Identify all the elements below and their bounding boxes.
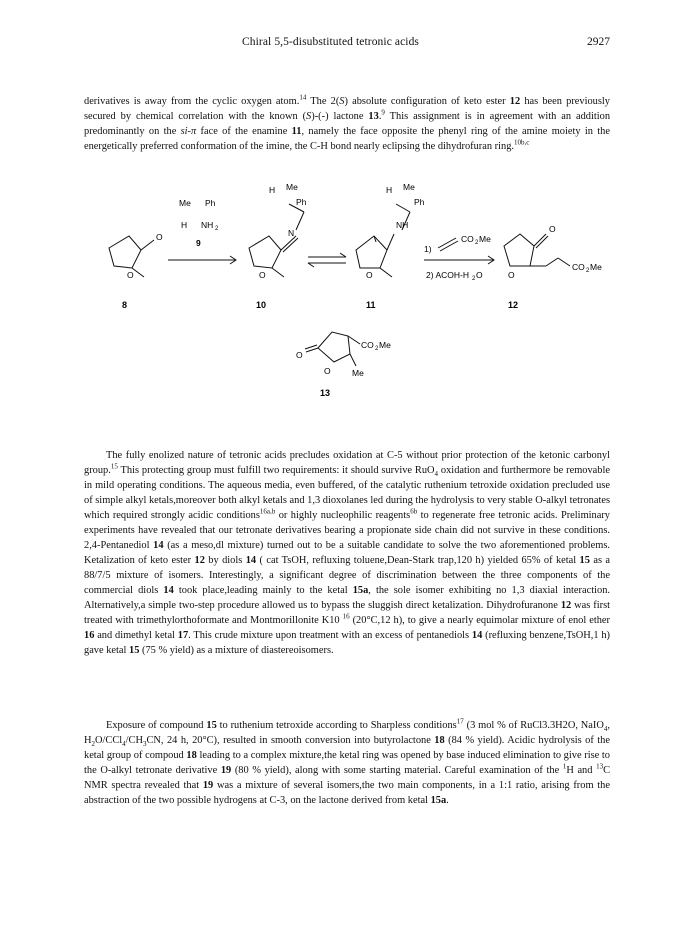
svg-text:NH: NH [396,220,409,230]
svg-text:2) ACOH-H: 2) ACOH-H [426,270,469,280]
svg-text:H: H [386,185,393,195]
svg-text:9: 9 [196,238,201,248]
page-number: 2927 [587,36,610,48]
svg-text:CO: CO [461,234,474,244]
compound-label-11: 11 [366,300,376,310]
compound-label-8: 8 [122,300,128,310]
svg-text:Me: Me [352,368,364,378]
svg-text:H: H [269,185,276,195]
compound-label-10: 10 [256,300,267,310]
svg-text:2: 2 [586,268,590,274]
svg-text:2: 2 [472,276,476,282]
svg-text:NH: NH [201,220,214,230]
compound-label-13: 13 [320,388,331,398]
svg-text:O: O [127,270,134,280]
svg-text:Ph: Ph [296,197,307,207]
svg-text:Me: Me [379,340,391,350]
compound-13-structure [305,332,360,366]
svg-text:N: N [288,228,295,238]
compound-10-structure [249,204,304,277]
equilibrium-arrows [308,253,346,267]
svg-text:CO: CO [361,340,374,350]
svg-text:Me: Me [403,182,415,192]
svg-text:O: O [296,350,303,360]
svg-text:1): 1) [424,244,432,254]
compound-11-structure [356,204,410,277]
svg-text:O: O [324,366,331,376]
paragraph-1: derivatives is away from the cyclic oxygen atom.$^{14}$ The 2(S) absolute configuration of keto ester 12 has been previously secured by chemical correlation with the known (S)-(-) lactone 13.$^9$ This assignment is in agreement with an addition predominantly on the si-π face of the enamine 11, namely the face opposite the phenyl ring of the amine moiety in the energetically preferred conformation of the imine, the C-H bond nearly eclipsing the dihydrofuran ring.$^{10b,c}$ [84,93,611,152]
svg-text:O: O [366,270,373,280]
paragraph-2: The fully enolized nature of tetronic acids precludes oxidation at C-5 without prior protection of the ketonic carbonyl group.$^{15}$ This protecting group must fulfill two requirements: it should survive RuO$_4$ oxidation and furthermore be removable in mild operating conditions. The aqueous media, even buffered, of the catalytic ruthenium tetroxide oxidation precluded use of simple alkyl ketals,moreover both alkyl ketals and 1,3 dioxolanes led during the hydrolysis to very stable O-alkyl tetronates which required strongly acidic conditions$^{16a,b}$ or highly nucleophilic reagents$^{6b}$ to regenerate free tetronic acids. Preliminary experiments have revealed that our tetronate derivatives bearing a propionate side chain did not survive in these conditions. 2,4-Pentanediol 14 (as a meso,dl mixture) turned out to be a suitable candidate to solve the two aforementioned problems. Ketalization of keto ester 12 by diols 14 ( cat TsOH, refluxing toluene,Dean-Stark trap,120 h) yielded 65% of ketal 15 as a 88/7/5 mixture of isomers. Interestingly, a significant degree of discrimination between the three components of the commercial diols 14 took place,leading mainly to the ketal 15a, the sole isomer exhibiting no 1,3 diaxial interaction. Alternatively,a simple two-step procedure allowed us to bypass the sluggish direct ketalization. Dihydrofuranone 12 was first treated with trimethylorthoformate and Montmorillonite K10 $^{16}$ (20°C,12 h), to give a nearly equimolar mixture of enol ether 16 and dimethyl ketal 17. This crude mixture upon treatment with an excess of pentanediols 14 (refluxing benzene,TsOH,1 h) gave ketal 15 (75 % yield) as a mixture of diastereoisomers. [84,450,611,656]
svg-text:O: O [156,232,163,242]
svg-text:Ph: Ph [205,198,216,208]
svg-text:O: O [508,270,515,280]
svg-text:Me: Me [179,198,191,208]
svg-text:2: 2 [375,346,379,352]
svg-text:Me: Me [286,182,298,192]
paragraph-3: Exposure of compound 15 to ruthenium tetroxide according to Sharpless conditions$^{17}$ (3 mol % of RuCl3.3H2O, NaIO$_4$, $H_2O/CCl_4/CH_3CN$, 24 h, 20°C), resulted in smooth conversion into butyrolactone 18 (84 % yield). Acidic hydrolysis of the ketal group of compoud 18 leading to a complex mixture,the ketal ring was opened by base induced elimination to give rise to the O-alkyl tetronate derivative 19 (80 % yield), along with some starting material. Careful examination of the $^1$H and $^{13}$C NMR spectra revealed that 19 was a mixture of several isomers,the two main components, in a 1:1 ratio, arising from the abstraction of the two possible hydrogens at C-3, on the lactone derived from ketal 15a. [84,717,611,806]
svg-text:O: O [476,270,483,280]
svg-text:CO: CO [572,262,585,272]
svg-text:2: 2 [475,240,479,246]
svg-text:Ph: Ph [414,197,425,207]
svg-text:Me: Me [590,262,602,272]
compound-label-12: 12 [508,300,519,310]
running-header [84,36,610,52]
compound-12-structure [504,234,570,266]
running-title: Chiral 5,5-disubstituted tetronic acids [242,36,420,48]
svg-text:O: O [549,224,556,234]
svg-text:2: 2 [215,226,219,232]
svg-text:O: O [259,270,266,280]
svg-text:Me: Me [479,234,491,244]
svg-text:H: H [181,220,188,230]
reaction-scheme [84,178,610,400]
